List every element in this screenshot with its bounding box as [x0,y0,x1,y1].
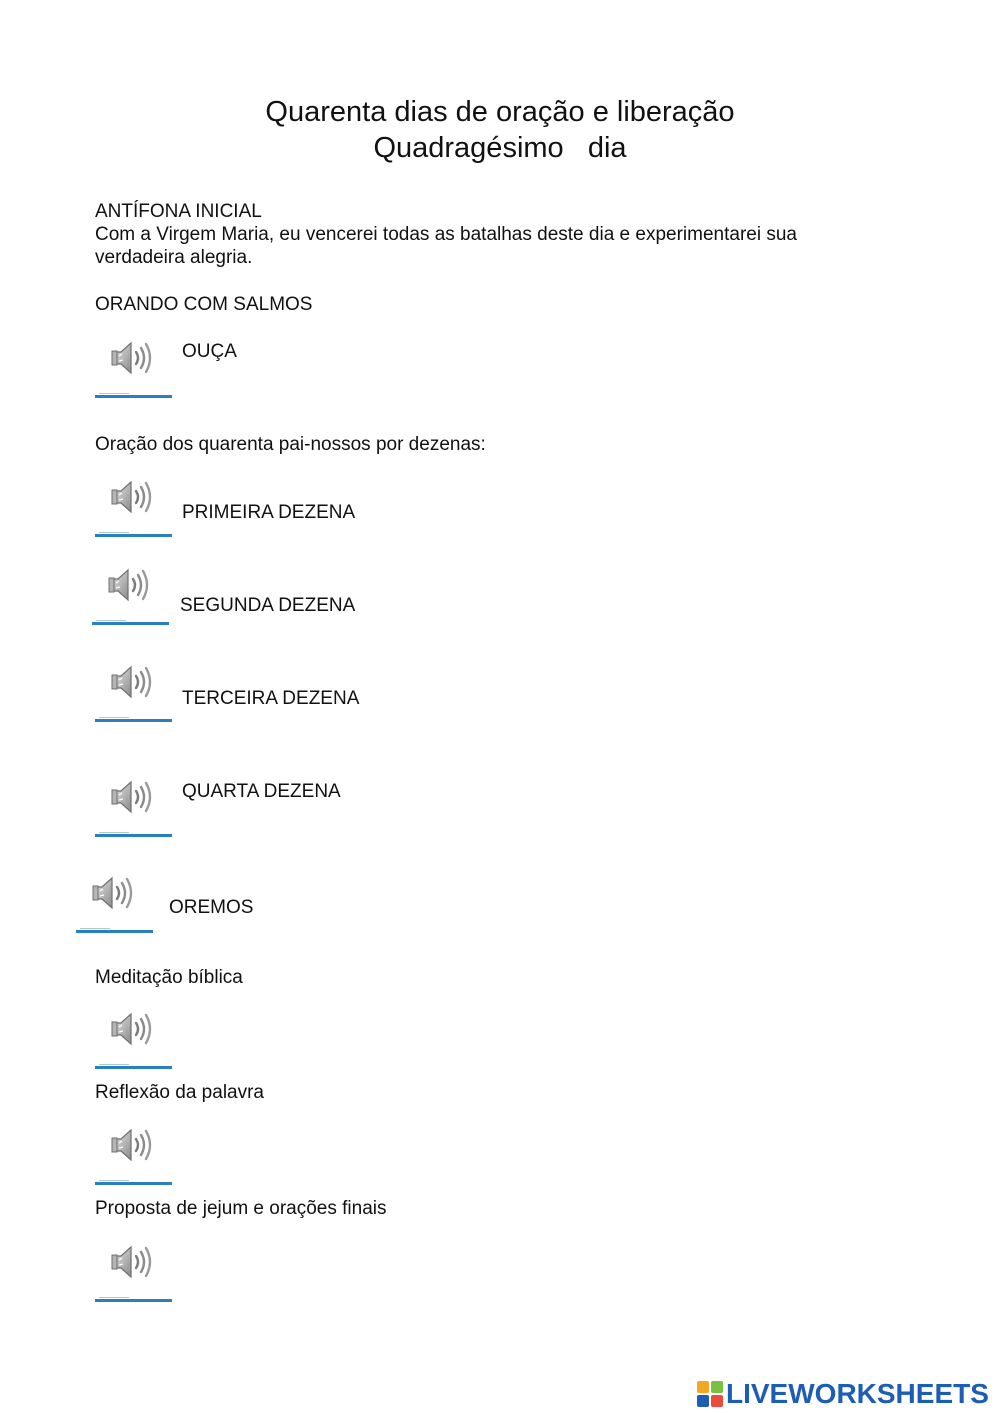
liveworksheets-logo [697,1378,989,1410]
audio-progress-bar [95,1182,172,1185]
audio-progress-bar [95,395,172,398]
speaker-icon [107,1007,157,1051]
speaker-icon [107,775,157,819]
audio-progress-bar [95,719,172,722]
audio-progress-bar [76,930,153,933]
audio-player-first-decade[interactable] [95,465,172,537]
brand-name: LIVEWORKSHEETS [726,1378,989,1409]
audio-player-third-decade[interactable] [95,650,172,722]
audio-progress-bar [95,534,172,537]
page-title: Quarenta dias de oração e liberação [265,96,735,128]
first-decade-label: PRIMEIRA DEZENA [182,502,356,523]
second-decade-label: SEGUNDA DEZENA [180,595,356,616]
speaker-icon [104,563,154,607]
listen-label: OUÇA [182,341,237,362]
speaker-icon [107,475,157,519]
liveworksheets-logo-icon [697,1381,723,1407]
psalms-heading: ORANDO COM SALMOS [95,294,313,315]
prayer-label: OREMOS [169,897,254,918]
speaker-icon [88,871,138,915]
audio-progress-bar [95,834,172,837]
closing-heading: Proposta de jejum e orações finais [95,1198,387,1219]
audio-player-second-decade[interactable] [92,553,169,625]
speaker-icon [107,1240,157,1284]
decades-heading: Oração dos quarenta pai-nossos por dezenas: [95,434,486,455]
audio-player-closing[interactable] [95,1230,172,1302]
audio-progress-bar [95,1066,172,1069]
speaker-icon [107,1123,157,1167]
reflection-heading: Reflexão da palavra [95,1082,264,1103]
page-subtitle: Quadragésimo dia [373,132,627,164]
audio-progress-bar [92,622,169,625]
audio-player-fourth-decade[interactable] [95,765,172,837]
fourth-decade-label: QUARTA DEZENA [182,781,341,802]
meditation-heading: Meditação bíblica [95,967,243,988]
speaker-icon [107,336,157,380]
audio-player-psalms[interactable] [95,326,172,398]
third-decade-label: TERCEIRA DEZENA [182,688,360,709]
audio-progress-bar [95,1299,172,1302]
antiphon-heading: ANTÍFONA INICIAL [95,201,262,222]
audio-player-prayer[interactable] [76,861,153,933]
audio-player-meditation[interactable] [95,997,172,1069]
audio-player-reflection[interactable] [95,1113,172,1185]
speaker-icon [107,660,157,704]
antiphon-text: Com a Virgem Maria, eu vencerei todas as batalhas deste dia e experimentarei sua verdadeira alegria. [95,224,797,268]
